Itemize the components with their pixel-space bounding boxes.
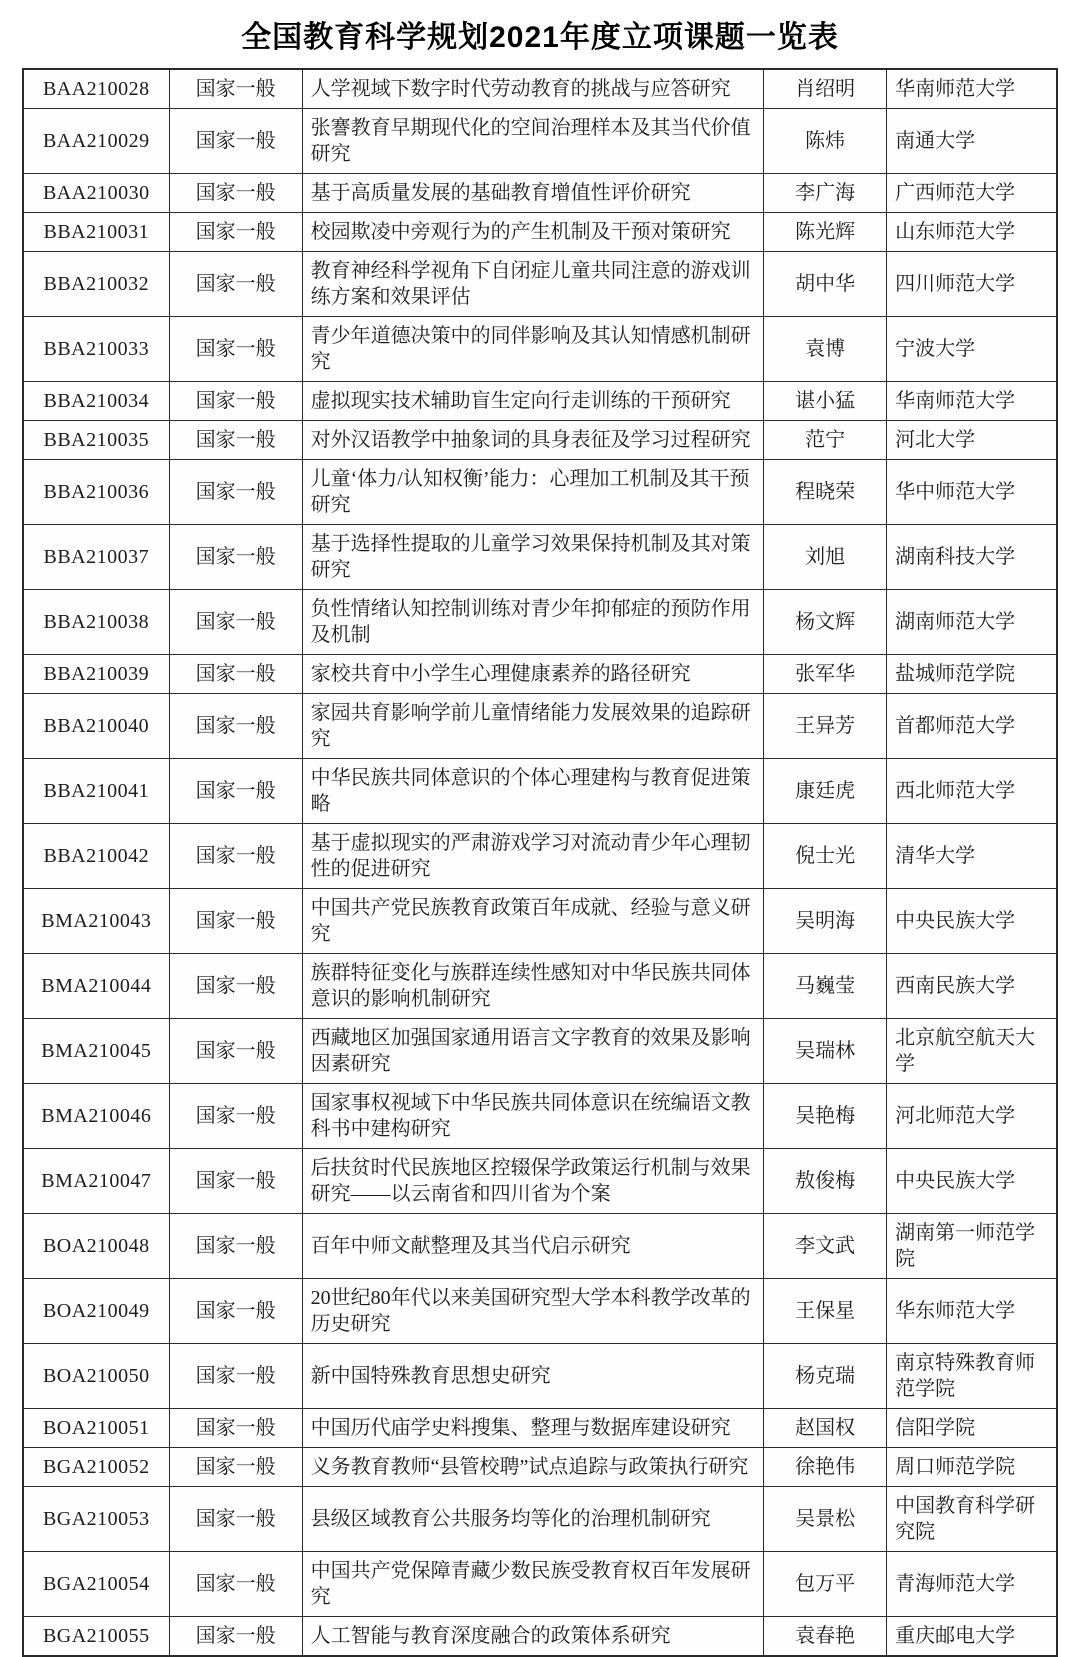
project-id-cell: BGA210052: [23, 1448, 169, 1487]
project-title-cell: 20世纪80年代以来美国研究型大学本科教学改革的历史研究: [302, 1279, 764, 1344]
project-title-cell: 教育神经科学视角下自闭症儿童共同注意的游戏训练方案和效果评估: [302, 252, 764, 317]
project-id-cell: BOA210050: [23, 1344, 169, 1409]
project-id-cell: BBA210032: [23, 252, 169, 317]
project-category-cell: 国家一般: [169, 1487, 302, 1552]
project-id-cell: BBA210035: [23, 421, 169, 460]
institution-cell: 周口师范学院: [887, 1448, 1057, 1487]
project-title-cell: 负性情绪认知控制训练对青少年抑郁症的预防作用及机制: [302, 590, 764, 655]
project-id-cell: BBA210037: [23, 525, 169, 590]
project-title-cell: 百年中师文献整理及其当代启示研究: [302, 1214, 764, 1279]
institution-cell: 河北大学: [887, 421, 1057, 460]
project-title-cell: 族群特征变化与族群连续性感知对中华民族共同体意识的影响机制研究: [302, 954, 764, 1019]
project-title-cell: 基于高质量发展的基础教育增值性评价研究: [302, 174, 764, 213]
institution-cell: 中央民族大学: [887, 1149, 1057, 1214]
project-category-cell: 国家一般: [169, 1448, 302, 1487]
project-category-cell: 国家一般: [169, 1279, 302, 1344]
institution-cell: 广西师范大学: [887, 174, 1057, 213]
institution-cell: 中国教育科学研究院: [887, 1487, 1057, 1552]
project-leader-cell: 谌小猛: [764, 382, 887, 421]
project-id-cell: BGA210055: [23, 1617, 169, 1657]
table-row: [23, 1448, 1057, 1487]
project-id-cell: BOA210051: [23, 1409, 169, 1448]
table-row: [23, 382, 1057, 421]
project-title-cell: 后扶贫时代民族地区控辍保学政策运行机制与效果研究——以云南省和四川省为个案: [302, 1149, 764, 1214]
project-id-cell: BGA210054: [23, 1552, 169, 1617]
table-row: [23, 213, 1057, 252]
table-row: [23, 1552, 1057, 1617]
project-category-cell: 国家一般: [169, 655, 302, 694]
project-id-cell: BBA210036: [23, 460, 169, 525]
project-title-cell: 基于虚拟现实的严肃游戏学习对流动青少年心理韧性的促进研究: [302, 824, 764, 889]
table-row: [23, 109, 1057, 174]
table-row: [23, 1019, 1057, 1084]
project-leader-cell: 吴明海: [764, 889, 887, 954]
project-id-cell: BBA210041: [23, 759, 169, 824]
project-leader-cell: 张军华: [764, 655, 887, 694]
project-leader-cell: 徐艳伟: [764, 1448, 887, 1487]
project-title-cell: 基于选择性提取的儿童学习效果保持机制及其对策研究: [302, 525, 764, 590]
project-id-cell: BBA210034: [23, 382, 169, 421]
project-title-cell: 人学视域下数字时代劳动教育的挑战与应答研究: [302, 69, 764, 109]
table-row: [23, 1409, 1057, 1448]
project-title-cell: 中华民族共同体意识的个体心理建构与教育促进策略: [302, 759, 764, 824]
institution-cell: 华中师范大学: [887, 460, 1057, 525]
project-leader-cell: 杨文辉: [764, 590, 887, 655]
project-id-cell: BBA210038: [23, 590, 169, 655]
project-title-cell: 中国历代庙学史料搜集、整理与数据库建设研究: [302, 1409, 764, 1448]
projects-table: [22, 68, 1058, 1657]
institution-cell: 华东师范大学: [887, 1279, 1057, 1344]
table-row: [23, 174, 1057, 213]
institution-cell: 南通大学: [887, 109, 1057, 174]
project-leader-cell: 李广海: [764, 174, 887, 213]
project-title-cell: 家校共育中小学生心理健康素养的路径研究: [302, 655, 764, 694]
table-row: [23, 1344, 1057, 1409]
project-leader-cell: 陈炜: [764, 109, 887, 174]
project-id-cell: BMA210044: [23, 954, 169, 1019]
project-category-cell: 国家一般: [169, 174, 302, 213]
institution-cell: 西南民族大学: [887, 954, 1057, 1019]
institution-cell: 首都师范大学: [887, 694, 1057, 759]
project-title-cell: 张謇教育早期现代化的空间治理样本及其当代价值研究: [302, 109, 764, 174]
project-id-cell: BGA210053: [23, 1487, 169, 1552]
project-leader-cell: 敖俊梅: [764, 1149, 887, 1214]
institution-cell: 北京航空航天大学: [887, 1019, 1057, 1084]
project-id-cell: BMA210046: [23, 1084, 169, 1149]
project-category-cell: 国家一般: [169, 69, 302, 109]
project-leader-cell: 程晓荣: [764, 460, 887, 525]
institution-cell: 南京特殊教育师范学院: [887, 1344, 1057, 1409]
institution-cell: 信阳学院: [887, 1409, 1057, 1448]
institution-cell: 中央民族大学: [887, 889, 1057, 954]
project-category-cell: 国家一般: [169, 382, 302, 421]
project-leader-cell: 袁春艳: [764, 1617, 887, 1657]
institution-cell: 华南师范大学: [887, 69, 1057, 109]
project-leader-cell: 王保星: [764, 1279, 887, 1344]
table-row: [23, 421, 1057, 460]
project-leader-cell: 吴景松: [764, 1487, 887, 1552]
project-id-cell: BAA210028: [23, 69, 169, 109]
project-category-cell: 国家一般: [169, 1617, 302, 1657]
table-row: [23, 69, 1057, 109]
project-leader-cell: 杨克瑞: [764, 1344, 887, 1409]
project-leader-cell: 胡中华: [764, 252, 887, 317]
institution-cell: 湖南师范大学: [887, 590, 1057, 655]
project-id-cell: BMA210047: [23, 1149, 169, 1214]
table-row: [23, 590, 1057, 655]
table-row: [23, 1487, 1057, 1552]
project-leader-cell: 康廷虎: [764, 759, 887, 824]
page-title: 全国教育科学规划2021年度立项课题一览表: [241, 21, 839, 54]
institution-cell: 清华大学: [887, 824, 1057, 889]
project-category-cell: 国家一般: [169, 1019, 302, 1084]
project-category-cell: 国家一般: [169, 694, 302, 759]
project-category-cell: 国家一般: [169, 1149, 302, 1214]
project-category-cell: 国家一般: [169, 317, 302, 382]
institution-cell: 西北师范大学: [887, 759, 1057, 824]
project-title-cell: 国家事权视域下中华民族共同体意识在统编语文教科书中建构研究: [302, 1084, 764, 1149]
project-leader-cell: 刘旭: [764, 525, 887, 590]
project-leader-cell: 马巍莹: [764, 954, 887, 1019]
project-title-cell: 县级区域教育公共服务均等化的治理机制研究: [302, 1487, 764, 1552]
project-leader-cell: 倪士光: [764, 824, 887, 889]
project-id-cell: BBA210039: [23, 655, 169, 694]
project-id-cell: BAA210030: [23, 174, 169, 213]
project-leader-cell: 肖绍明: [764, 69, 887, 109]
table-row: [23, 460, 1057, 525]
project-id-cell: BAA210029: [23, 109, 169, 174]
table-row: [23, 1214, 1057, 1279]
table-row: [23, 1617, 1057, 1657]
project-id-cell: BBA210040: [23, 694, 169, 759]
table-row: [23, 954, 1057, 1019]
project-category-cell: 国家一般: [169, 590, 302, 655]
project-leader-cell: 王异芳: [764, 694, 887, 759]
table-row: [23, 759, 1057, 824]
institution-cell: 山东师范大学: [887, 213, 1057, 252]
project-title-cell: 儿童‘体力/认知权衡’能力：心理加工机制及其干预研究: [302, 460, 764, 525]
institution-cell: 四川师范大学: [887, 252, 1057, 317]
project-leader-cell: 吴艳梅: [764, 1084, 887, 1149]
project-id-cell: BBA210033: [23, 317, 169, 382]
table-row: [23, 694, 1057, 759]
project-id-cell: BMA210045: [23, 1019, 169, 1084]
project-id-cell: BBA210042: [23, 824, 169, 889]
project-category-cell: 国家一般: [169, 1214, 302, 1279]
project-id-cell: BMA210043: [23, 889, 169, 954]
institution-cell: 宁波大学: [887, 317, 1057, 382]
table-row: [23, 889, 1057, 954]
project-id-cell: BOA210048: [23, 1214, 169, 1279]
table-row: [23, 525, 1057, 590]
project-title-cell: 西藏地区加强国家通用语言文字教育的效果及影响因素研究: [302, 1019, 764, 1084]
project-category-cell: 国家一般: [169, 213, 302, 252]
project-leader-cell: 陈光辉: [764, 213, 887, 252]
project-id-cell: BBA210031: [23, 213, 169, 252]
institution-cell: 重庆邮电大学: [887, 1617, 1057, 1657]
project-category-cell: 国家一般: [169, 252, 302, 317]
project-title-cell: 中国共产党民族教育政策百年成就、经验与意义研究: [302, 889, 764, 954]
institution-cell: 河北师范大学: [887, 1084, 1057, 1149]
project-category-cell: 国家一般: [169, 889, 302, 954]
project-leader-cell: 范宁: [764, 421, 887, 460]
table-row: [23, 252, 1057, 317]
institution-cell: 湖南第一师范学院: [887, 1214, 1057, 1279]
table-row: [23, 655, 1057, 694]
project-title-cell: 校园欺凌中旁观行为的产生机制及干预对策研究: [302, 213, 764, 252]
project-leader-cell: 李文武: [764, 1214, 887, 1279]
project-leader-cell: 袁博: [764, 317, 887, 382]
projects-table-body: [23, 69, 1057, 1656]
project-category-cell: 国家一般: [169, 1084, 302, 1149]
project-title-cell: 中国共产党保障青藏少数民族受教育权百年发展研究: [302, 1552, 764, 1617]
project-category-cell: 国家一般: [169, 421, 302, 460]
table-row: [23, 1279, 1057, 1344]
project-title-cell: 家园共育影响学前儿童情绪能力发展效果的追踪研究: [302, 694, 764, 759]
project-leader-cell: 吴瑞林: [764, 1019, 887, 1084]
project-category-cell: 国家一般: [169, 1409, 302, 1448]
project-title-cell: 义务教育教师“县管校聘”试点追踪与政策执行研究: [302, 1448, 764, 1487]
project-title-cell: 青少年道德决策中的同伴影响及其认知情感机制研究: [302, 317, 764, 382]
project-title-cell: 新中国特殊教育思想史研究: [302, 1344, 764, 1409]
project-category-cell: 国家一般: [169, 1552, 302, 1617]
project-id-cell: BOA210049: [23, 1279, 169, 1344]
institution-cell: 盐城师范学院: [887, 655, 1057, 694]
institution-cell: 青海师范大学: [887, 1552, 1057, 1617]
project-category-cell: 国家一般: [169, 109, 302, 174]
project-category-cell: 国家一般: [169, 1344, 302, 1409]
institution-cell: 湖南科技大学: [887, 525, 1057, 590]
project-leader-cell: 包万平: [764, 1552, 887, 1617]
project-category-cell: 国家一般: [169, 460, 302, 525]
project-category-cell: 国家一般: [169, 525, 302, 590]
project-leader-cell: 赵国权: [764, 1409, 887, 1448]
table-row: [23, 824, 1057, 889]
project-category-cell: 国家一般: [169, 954, 302, 1019]
institution-cell: 华南师范大学: [887, 382, 1057, 421]
project-title-cell: 人工智能与教育深度融合的政策体系研究: [302, 1617, 764, 1657]
project-category-cell: 国家一般: [169, 824, 302, 889]
project-category-cell: 国家一般: [169, 759, 302, 824]
table-row: [23, 317, 1057, 382]
table-row: [23, 1084, 1057, 1149]
project-title-cell: 虚拟现实技术辅助盲生定向行走训练的干预研究: [302, 382, 764, 421]
project-title-cell: 对外汉语教学中抽象词的具身表征及学习过程研究: [302, 421, 764, 460]
table-row: [23, 1149, 1057, 1214]
